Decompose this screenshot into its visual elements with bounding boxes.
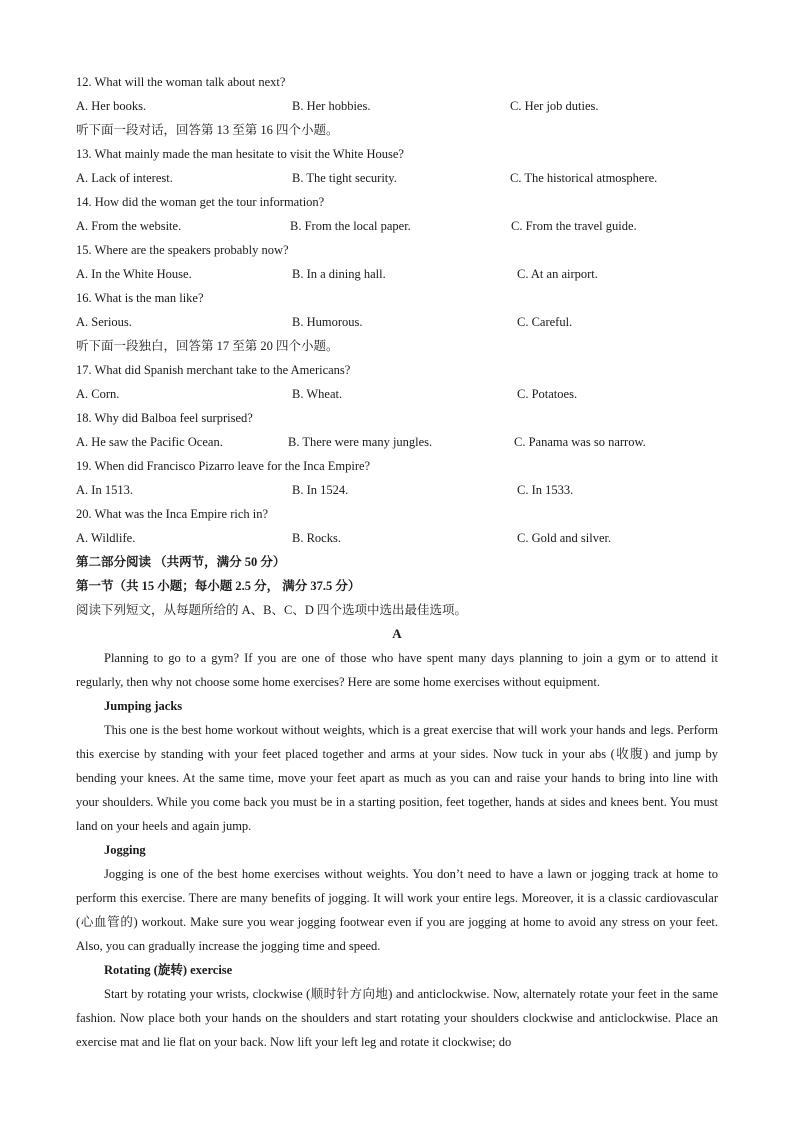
question-12-option-c: C. Her job duties.	[510, 99, 599, 113]
question-14-option-c: C. From the travel guide.	[511, 219, 637, 233]
paragraph-jumping-jacks: This one is the best home workout without weights, which is a great exercise that will work your hands and legs. Perform this exercise by standing with your feet placed together and arms at your sides. Now tuck in your abs (收腹) and jump by bending your knees. At the same time, move your feet apart as much as you can and raise your hands to bring into line with your shoulders. While you come back you must be in a starting position, feet together, hands at sides and knees bent. You must land on your heels and again jump.	[76, 723, 718, 833]
question-16-option-b: B. Humorous.	[292, 315, 363, 329]
question-18-option-c: C. Panama was so narrow.	[514, 435, 646, 449]
question-14-option-a: A. From the website.	[76, 219, 182, 233]
question-15-stem: 15. Where are the speakers probably now?	[76, 243, 289, 257]
paragraph-jogging: Jogging is one of the best home exercises without weights. You don’t need to have a lawn or jogging track at home to perform this exercise. There are many benefits of jogging. It will work your entire legs. Moreover, it is a classic cardiovascular (心血管的) workout. Make sure you wear jogging footwear even if you are jogging at home to avoid any stress on your feet. Also, you can gradually increase the jogging time and speed.	[76, 867, 718, 953]
question-13-option-a: A. Lack of interest.	[76, 171, 173, 185]
monologue-instruction: 听下面一段独白，回答第 17 至第 20 四个小题。	[76, 339, 339, 353]
question-19-option-c: C. In 1533.	[517, 483, 574, 497]
passage-label: A	[392, 626, 402, 641]
question-17-option-b: B. Wheat.	[292, 387, 343, 401]
question-17-option-a: A. Corn.	[76, 387, 120, 401]
question-15-option-b: B. In a dining hall.	[292, 267, 386, 281]
question-19-option-b: B. In 1524.	[292, 483, 349, 497]
section-one-title: 第一节（共 15 小题；每小题 2.5 分， 满分 37.5 分）	[76, 579, 361, 593]
question-13-stem: 13. What mainly made the man hesitate to visit the White House?	[76, 147, 404, 161]
question-17-stem: 17. What did Spanish merchant take to the Americans?	[76, 363, 351, 377]
dialogue-instruction: 听下面一段对话，回答第 13 至第 16 四个小题。	[76, 123, 339, 137]
question-15-option-c: C. At an airport.	[517, 267, 598, 281]
question-19-option-a: A. In 1513.	[76, 483, 133, 497]
question-18-stem: 18. Why did Balboa feel surprised?	[76, 411, 253, 425]
question-19-stem: 19. When did Francisco Pizarro leave for the Inca Empire?	[76, 459, 371, 473]
question-14-stem: 14. How did the woman get the tour information?	[76, 195, 325, 209]
reading-directions: 阅读下列短文，从每题所给的 A、B、C、D 四个选项中选出最佳选项。	[76, 603, 467, 617]
heading-jumping-jacks: Jumping jacks	[104, 699, 183, 713]
heading-rotating: Rotating (旋转) exercise	[104, 963, 233, 977]
question-16-option-c: C. Careful.	[517, 315, 573, 329]
question-20-option-b: B. Rocks.	[292, 531, 341, 545]
question-12-stem: 12. What will the woman talk about next?	[76, 75, 286, 89]
question-16-option-a: A. Serious.	[76, 315, 132, 329]
question-13-option-c: C. The historical atmosphere.	[510, 171, 658, 185]
question-20-option-a: A. Wildlife.	[76, 531, 136, 545]
question-15-option-a: A. In the White House.	[76, 267, 192, 281]
question-13-option-b: B. The tight security.	[292, 171, 397, 185]
paragraph-rotating: Start by rotating your wrists, clockwise (顺时针方向地) and anticlockwise. Now, alternately rotate your feet in the same fashion. Now place both your hands on the shoulders and start rotating your shoulders clockwise and anticlockwise. Place an exercise mat and lie flat on your back. Now lift your left leg and rotate it clockwise; do	[76, 987, 718, 1049]
passage-intro: Planning to go to a gym? If you are one of those who have spent many days planning to join a gym or to attend it regularly, then why not choose some home exercises? Here are some home exercises without equipment.	[76, 651, 718, 689]
question-20-option-c: C. Gold and silver.	[517, 531, 612, 545]
heading-jogging: Jogging	[104, 843, 146, 857]
question-12-option-a: A. Her books.	[76, 99, 147, 113]
question-17-option-c: C. Potatoes.	[517, 387, 578, 401]
question-12-option-b: B. Her hobbies.	[292, 99, 371, 113]
question-14-option-b: B. From the local paper.	[290, 219, 411, 233]
question-16-stem: 16. What is the man like?	[76, 291, 204, 305]
part-two-title: 第二部分阅读 （共两节，满分 50 分）	[76, 555, 286, 569]
question-18-option-a: A. He saw the Pacific Ocean.	[76, 435, 223, 449]
question-20-stem: 20. What was the Inca Empire rich in?	[76, 507, 269, 521]
question-18-option-b: B. There were many jungles.	[288, 435, 433, 449]
